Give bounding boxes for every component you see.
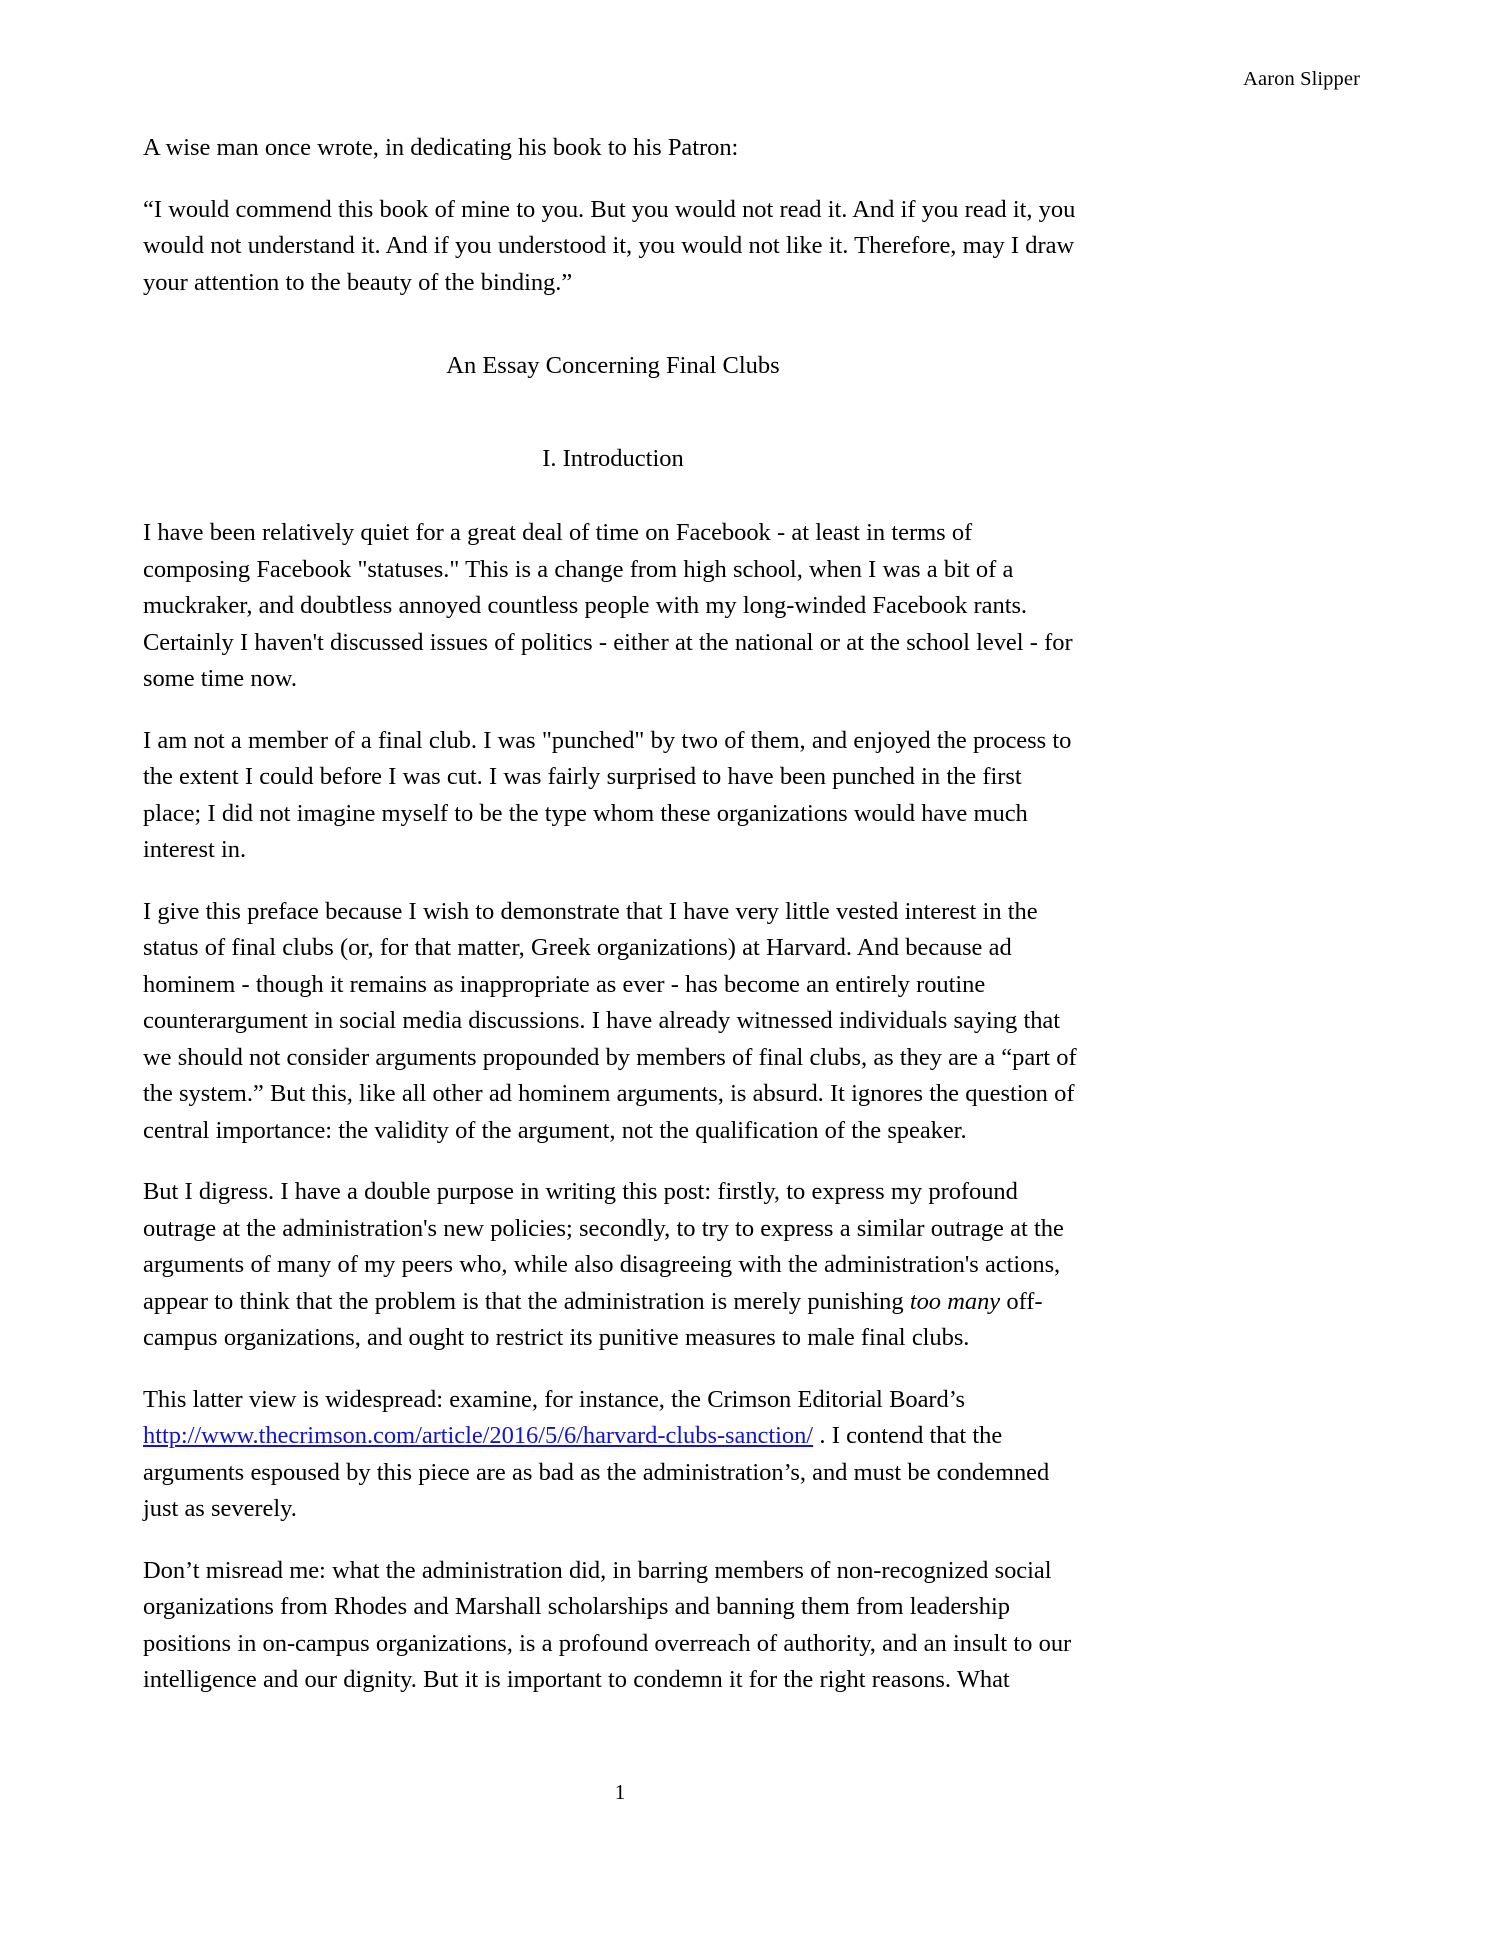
paragraph-4 — [143, 1174, 1083, 1357]
paragraph-epigraph: “I would commend this book of mine to you. But you would not read it. And if you read it, you would not understand it. And if you understood it, you would not like it. Therefore, may I draw your attention to the beauty of the binding.” — [143, 195, 1076, 296]
paragraph-intro-line: A wise man once wrote, in dedicating his book to his Patron: — [143, 134, 739, 161]
crimson-article-link[interactable]: http://www.thecrimson.com/article/2016/5/6/harvard-clubs-sanction/ — [143, 1422, 814, 1449]
paragraph-1: I have been relatively quiet for a great deal of time on Facebook - at least in terms of composing Facebook "statuses." This is a change from high school, when I was a bit of a muckraker, and doubtless annoyed countless people with my long-winded Facebook rants. Certainly I haven't discussed issues of politics - either at the national or at the school level - for some time now. — [143, 519, 1073, 692]
spacer — [143, 385, 1083, 441]
paragraph-5 — [143, 1382, 1083, 1528]
document-body — [143, 130, 1083, 1724]
paragraph-4-emphasis: too many — [909, 1287, 1001, 1315]
paragraph-4-text-after-emphasis: off-campus organizations, and ought to restrict its punitive measures to male final clubs. — [143, 1287, 1043, 1351]
paragraph-6: Don’t misread me: what the administration did, in barring members of non-recognized social organizations from Rhodes and Marshall scholarships and banning them from leadership positions in on-campus organizations, is a profound overreach of authority, and an insult to our intelligence and our dignity. But it is important to condemn it for the right reasons. What — [143, 1556, 1072, 1693]
spacer — [143, 326, 1083, 348]
paragraph-4-text-before-emphasis: But I digress. I have a double purpose in writing this post: firstly, to express my profound outrage at the administration's new policies; secondly, to try to express a similar outrage at the arguments of many of my peers who, while also disagreeing with the administration's actions, appear to think that the problem is that the administration is merely punishing — [143, 1178, 1064, 1315]
paragraph-5-text-before-link: This latter view is widespread: examine, for instance, the Crimson Editorial Board’s — [143, 1385, 965, 1413]
section-heading-introduction: I. Introduction — [542, 444, 684, 472]
page-number: 1 — [614, 1780, 626, 1804]
paragraph-3: I give this preface because I wish to demonstrate that I have very little vested interest in the status of final clubs (or, for that matter, Greek organizations) at Harvard. And because ad hominem - though it remains as inappropriate as ever - has become an entirely routine counterargument in social media discussions. I have already witnessed individuals saying that we should not consider arguments propounded by members of final clubs, as they are a “part of the system.” But this, like all other ad hominem arguments, is absurd. It ignores the question of central importance: the validity of the argument, not the qualification of the speaker. — [143, 897, 1077, 1144]
paragraph-5-text-after-link: . I contend that the arguments espoused by this piece are as bad as the administration’s, and must be condemned just as severely. — [143, 1422, 1050, 1522]
running-head-author: Aaron Slipper — [1243, 68, 1360, 90]
spacer — [143, 477, 1083, 515]
paragraph-2: I am not a member of a final club. I was "punched" by two of them, and enjoyed the process to the extent I could before I was cut. I was fairly surprised to have been punched in the first place; I did not imagine myself to be the type whom these organizations would have much interest in. — [143, 726, 1072, 863]
essay-title: An Essay Concerning Final Clubs — [446, 352, 780, 379]
